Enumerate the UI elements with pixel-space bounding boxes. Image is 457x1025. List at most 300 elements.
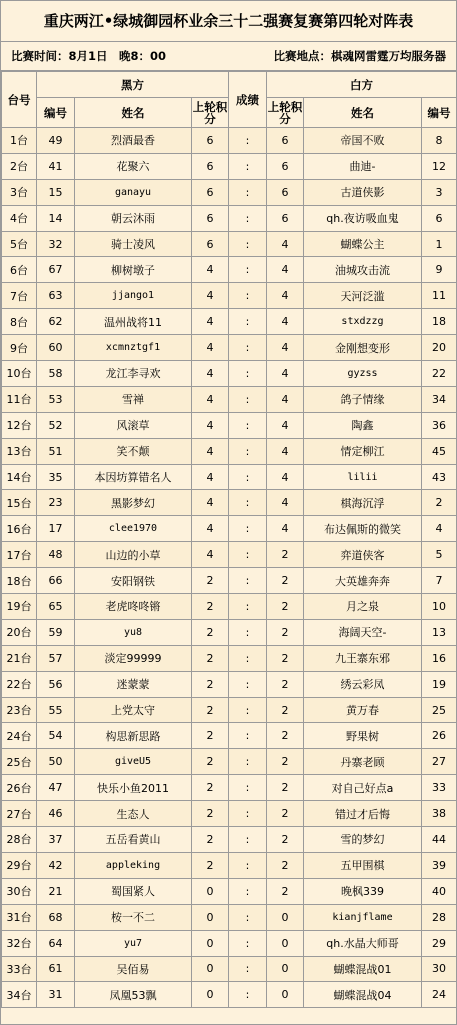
white-num-cell: 45 xyxy=(422,438,457,464)
table-no-cell: 17台 xyxy=(2,542,37,568)
col-white-num: 编号 xyxy=(422,98,457,128)
table-row xyxy=(2,775,457,801)
black-name-cell: 山边的小草 xyxy=(75,542,192,568)
white-score-cell: 4 xyxy=(267,231,304,257)
white-num-cell: 22 xyxy=(422,361,457,387)
white-name-cell: 丹寨老顾 xyxy=(304,749,422,775)
black-num-cell: 62 xyxy=(37,309,75,335)
white-num-cell: 39 xyxy=(422,852,457,878)
black-num-cell: 48 xyxy=(37,542,75,568)
table-row xyxy=(2,542,457,568)
white-score-cell: 0 xyxy=(267,982,304,1008)
white-score-cell: 6 xyxy=(267,205,304,231)
black-num-cell: 31 xyxy=(37,982,75,1008)
white-score-cell: 2 xyxy=(267,645,304,671)
black-num-cell: 50 xyxy=(37,749,75,775)
white-score-cell: 2 xyxy=(267,697,304,723)
white-num-cell: 9 xyxy=(422,257,457,283)
white-score-cell: 2 xyxy=(267,878,304,904)
table-no-cell: 31台 xyxy=(2,904,37,930)
table-row xyxy=(2,516,457,542)
white-score-cell: 4 xyxy=(267,283,304,309)
black-num-cell: 57 xyxy=(37,645,75,671)
table-no-cell: 32台 xyxy=(2,930,37,956)
black-name-cell: 老虎咚咚锵 xyxy=(75,594,192,620)
black-name-cell: giveU5 xyxy=(75,749,192,775)
black-score-cell: 4 xyxy=(192,309,229,335)
white-score-cell: 0 xyxy=(267,904,304,930)
white-score-cell: 4 xyxy=(267,309,304,335)
white-score-cell: 2 xyxy=(267,542,304,568)
table-row xyxy=(2,179,457,205)
black-name-cell: 温州战将11 xyxy=(75,309,192,335)
white-score-cell: 2 xyxy=(267,801,304,827)
black-num-cell: 66 xyxy=(37,568,75,594)
table-row xyxy=(2,723,457,749)
black-num-cell: 53 xyxy=(37,386,75,412)
black-num-cell: 59 xyxy=(37,619,75,645)
table-no-cell: 20台 xyxy=(2,619,37,645)
black-name-cell: jjango1 xyxy=(75,283,192,309)
white-name-cell: 海阔天空- xyxy=(304,619,422,645)
white-score-cell: 2 xyxy=(267,594,304,620)
result-cell: : xyxy=(229,749,267,775)
white-score-cell: 4 xyxy=(267,464,304,490)
black-score-cell: 6 xyxy=(192,205,229,231)
white-num-cell: 16 xyxy=(422,645,457,671)
black-num-cell: 64 xyxy=(37,930,75,956)
table-row xyxy=(2,697,457,723)
black-num-cell: 49 xyxy=(37,128,75,154)
white-name-cell: kianjflame xyxy=(304,904,422,930)
white-name-cell: 天河泛滥 xyxy=(304,283,422,309)
table-row xyxy=(2,671,457,697)
white-name-cell: 黄万春 xyxy=(304,697,422,723)
black-num-cell: 47 xyxy=(37,775,75,801)
black-name-cell: 花聚六 xyxy=(75,153,192,179)
black-name-cell: 五岳看黄山 xyxy=(75,827,192,853)
result-cell: : xyxy=(229,542,267,568)
white-name-cell: gyzss xyxy=(304,361,422,387)
result-cell: : xyxy=(229,671,267,697)
black-score-cell: 0 xyxy=(192,904,229,930)
black-name-cell: clee1970 xyxy=(75,516,192,542)
result-cell: : xyxy=(229,956,267,982)
black-num-cell: 32 xyxy=(37,231,75,257)
white-num-cell: 5 xyxy=(422,542,457,568)
white-num-cell: 3 xyxy=(422,179,457,205)
black-score-cell: 4 xyxy=(192,283,229,309)
black-name-cell: 迷蒙蒙 xyxy=(75,671,192,697)
table-row xyxy=(2,904,457,930)
black-num-cell: 41 xyxy=(37,153,75,179)
table-no-cell: 18台 xyxy=(2,568,37,594)
black-name-cell: ganayu xyxy=(75,179,192,205)
black-name-cell: 烈酒最香 xyxy=(75,128,192,154)
sheet-title: 重庆两江•绿城御园杯业余三十二强赛复赛第四轮对阵表 xyxy=(1,1,456,42)
black-num-cell: 15 xyxy=(37,179,75,205)
black-score-cell: 2 xyxy=(192,568,229,594)
black-num-cell: 14 xyxy=(37,205,75,231)
table-no-cell: 28台 xyxy=(2,827,37,853)
black-name-cell: 本因坊算错名人 xyxy=(75,464,192,490)
table-no-cell: 2台 xyxy=(2,153,37,179)
table-no-cell: 24台 xyxy=(2,723,37,749)
white-score-cell: 4 xyxy=(267,335,304,361)
white-num-cell: 43 xyxy=(422,464,457,490)
result-cell: : xyxy=(229,852,267,878)
white-num-cell: 24 xyxy=(422,982,457,1008)
white-score-cell: 2 xyxy=(267,852,304,878)
table-row xyxy=(2,361,457,387)
white-name-cell: 帝国不败 xyxy=(304,128,422,154)
info-bar xyxy=(1,42,456,71)
black-name-cell: 笑不颠 xyxy=(75,438,192,464)
col-black-name: 姓名 xyxy=(75,98,192,128)
black-score-cell: 0 xyxy=(192,878,229,904)
result-cell: : xyxy=(229,490,267,516)
white-num-cell: 40 xyxy=(422,878,457,904)
black-name-cell: yu7 xyxy=(75,930,192,956)
white-name-cell: 错过才后悔 xyxy=(304,801,422,827)
black-score-cell: 4 xyxy=(192,335,229,361)
result-cell: : xyxy=(229,438,267,464)
table-no-cell: 7台 xyxy=(2,283,37,309)
black-score-cell: 6 xyxy=(192,128,229,154)
table-no-cell: 33台 xyxy=(2,956,37,982)
black-score-cell: 2 xyxy=(192,749,229,775)
result-cell: : xyxy=(229,827,267,853)
table-no-cell: 10台 xyxy=(2,361,37,387)
white-score-cell: 2 xyxy=(267,671,304,697)
white-num-cell: 20 xyxy=(422,335,457,361)
white-score-cell: 2 xyxy=(267,568,304,594)
table-row xyxy=(2,438,457,464)
table-row xyxy=(2,878,457,904)
white-name-cell: 金刚想变形 xyxy=(304,335,422,361)
table-row xyxy=(2,283,457,309)
black-name-cell: 安阳钢铁 xyxy=(75,568,192,594)
table-row xyxy=(2,257,457,283)
white-num-cell: 38 xyxy=(422,801,457,827)
table-row xyxy=(2,594,457,620)
white-name-cell: 晚枫339 xyxy=(304,878,422,904)
black-score-cell: 4 xyxy=(192,257,229,283)
col-white-score: 上轮积分 xyxy=(267,99,303,126)
table-no-cell: 27台 xyxy=(2,801,37,827)
pairing-rows xyxy=(2,128,457,1008)
result-cell: : xyxy=(229,723,267,749)
table-no-cell: 3台 xyxy=(2,179,37,205)
result-cell: : xyxy=(229,361,267,387)
white-num-cell: 19 xyxy=(422,671,457,697)
white-name-cell: qh.水晶大师哥 xyxy=(304,930,422,956)
result-cell: : xyxy=(229,594,267,620)
table-row xyxy=(2,412,457,438)
match-place: 比赛地点：棋魂网雷霆万均服务器 xyxy=(273,49,446,63)
table-row xyxy=(2,386,457,412)
pairing-table xyxy=(1,71,457,1008)
white-num-cell: 27 xyxy=(422,749,457,775)
table-row xyxy=(2,490,457,516)
black-score-cell: 2 xyxy=(192,645,229,671)
white-score-cell: 4 xyxy=(267,257,304,283)
table-no-cell: 1台 xyxy=(2,128,37,154)
black-score-cell: 4 xyxy=(192,542,229,568)
table-no-cell: 25台 xyxy=(2,749,37,775)
black-name-cell: xcmnztgf1 xyxy=(75,335,192,361)
white-score-cell: 2 xyxy=(267,723,304,749)
white-num-cell: 12 xyxy=(422,153,457,179)
table-row xyxy=(2,619,457,645)
white-name-cell: 弈道侠客 xyxy=(304,542,422,568)
white-num-cell: 29 xyxy=(422,930,457,956)
white-score-cell: 2 xyxy=(267,827,304,853)
result-cell: : xyxy=(229,231,267,257)
col-table-no: 台号 xyxy=(2,72,37,128)
white-name-cell: 五甲围棋 xyxy=(304,852,422,878)
black-num-cell: 67 xyxy=(37,257,75,283)
white-score-cell: 4 xyxy=(267,490,304,516)
result-cell: : xyxy=(229,412,267,438)
table-row xyxy=(2,309,457,335)
black-num-cell: 61 xyxy=(37,956,75,982)
black-score-cell: 2 xyxy=(192,827,229,853)
result-cell: : xyxy=(229,697,267,723)
table-no-cell: 21台 xyxy=(2,645,37,671)
table-row xyxy=(2,982,457,1008)
result-cell: : xyxy=(229,128,267,154)
white-num-cell: 13 xyxy=(422,619,457,645)
black-score-cell: 4 xyxy=(192,464,229,490)
black-name-cell: 快乐小鱼2011 xyxy=(75,775,192,801)
table-row xyxy=(2,464,457,490)
col-white: 白方 xyxy=(267,72,457,98)
white-score-cell: 2 xyxy=(267,749,304,775)
white-score-cell: 4 xyxy=(267,438,304,464)
black-score-cell: 0 xyxy=(192,956,229,982)
table-row xyxy=(2,956,457,982)
match-time: 比赛时间：8月1日 晚8：00 xyxy=(11,49,167,63)
black-score-cell: 2 xyxy=(192,619,229,645)
result-cell: : xyxy=(229,568,267,594)
white-score-cell: 0 xyxy=(267,956,304,982)
black-num-cell: 23 xyxy=(37,490,75,516)
table-no-cell: 14台 xyxy=(2,464,37,490)
black-name-cell: 凤凰53飘 xyxy=(75,982,192,1008)
white-name-cell: 情定柳江 xyxy=(304,438,422,464)
black-num-cell: 55 xyxy=(37,697,75,723)
col-black: 黑方 xyxy=(37,72,229,98)
table-row xyxy=(2,568,457,594)
black-score-cell: 2 xyxy=(192,723,229,749)
black-name-cell: 上党太守 xyxy=(75,697,192,723)
black-score-cell: 0 xyxy=(192,982,229,1008)
black-num-cell: 58 xyxy=(37,361,75,387)
white-score-cell: 4 xyxy=(267,412,304,438)
white-name-cell: 鸽子情缘 xyxy=(304,386,422,412)
white-num-cell: 36 xyxy=(422,412,457,438)
black-name-cell: 黑影梦幻 xyxy=(75,490,192,516)
black-score-cell: 2 xyxy=(192,594,229,620)
black-name-cell: 骑士凌风 xyxy=(75,231,192,257)
table-no-cell: 13台 xyxy=(2,438,37,464)
white-num-cell: 1 xyxy=(422,231,457,257)
white-score-cell: 0 xyxy=(267,930,304,956)
table-no-cell: 15台 xyxy=(2,490,37,516)
black-num-cell: 68 xyxy=(37,904,75,930)
table-no-cell: 30台 xyxy=(2,878,37,904)
black-score-cell: 4 xyxy=(192,438,229,464)
white-score-cell: 6 xyxy=(267,153,304,179)
table-no-cell: 12台 xyxy=(2,412,37,438)
result-cell: : xyxy=(229,283,267,309)
black-num-cell: 35 xyxy=(37,464,75,490)
white-num-cell: 11 xyxy=(422,283,457,309)
black-name-cell: 雪禅 xyxy=(75,386,192,412)
white-num-cell: 34 xyxy=(422,386,457,412)
table-no-cell: 16台 xyxy=(2,516,37,542)
white-num-cell: 26 xyxy=(422,723,457,749)
table-row xyxy=(2,335,457,361)
white-score-cell: 2 xyxy=(267,775,304,801)
white-num-cell: 18 xyxy=(422,309,457,335)
result-cell: : xyxy=(229,309,267,335)
result-cell: : xyxy=(229,982,267,1008)
white-score-cell: 4 xyxy=(267,516,304,542)
black-score-cell: 2 xyxy=(192,852,229,878)
result-cell: : xyxy=(229,645,267,671)
white-num-cell: 10 xyxy=(422,594,457,620)
white-name-cell: 野果树 xyxy=(304,723,422,749)
table-row xyxy=(2,930,457,956)
table-no-cell: 23台 xyxy=(2,697,37,723)
table-no-cell: 22台 xyxy=(2,671,37,697)
result-cell: : xyxy=(229,386,267,412)
white-name-cell: 蝴蝶公主 xyxy=(304,231,422,257)
table-row xyxy=(2,153,457,179)
table-row xyxy=(2,128,457,154)
white-name-cell: 曲迪- xyxy=(304,153,422,179)
table-no-cell: 9台 xyxy=(2,335,37,361)
result-cell: : xyxy=(229,878,267,904)
black-score-cell: 4 xyxy=(192,361,229,387)
white-num-cell: 28 xyxy=(422,904,457,930)
white-num-cell: 33 xyxy=(422,775,457,801)
white-name-cell: 蝴蝶混战01 xyxy=(304,956,422,982)
table-row xyxy=(2,645,457,671)
black-score-cell: 4 xyxy=(192,386,229,412)
black-score-cell: 6 xyxy=(192,179,229,205)
table-no-cell: 6台 xyxy=(2,257,37,283)
black-score-cell: 6 xyxy=(192,231,229,257)
white-num-cell: 4 xyxy=(422,516,457,542)
black-num-cell: 60 xyxy=(37,335,75,361)
white-name-cell: 棋海沉浮 xyxy=(304,490,422,516)
result-cell: : xyxy=(229,904,267,930)
result-cell: : xyxy=(229,801,267,827)
white-name-cell: lilii xyxy=(304,464,422,490)
black-num-cell: 46 xyxy=(37,801,75,827)
black-score-cell: 0 xyxy=(192,930,229,956)
white-name-cell: 对自己好点a xyxy=(304,775,422,801)
white-name-cell: 月之泉 xyxy=(304,594,422,620)
black-score-cell: 4 xyxy=(192,490,229,516)
result-cell: : xyxy=(229,930,267,956)
black-name-cell: 生态人 xyxy=(75,801,192,827)
result-cell: : xyxy=(229,335,267,361)
black-name-cell: 淡定99999 xyxy=(75,645,192,671)
white-name-cell: qh.夜访吸血鬼 xyxy=(304,205,422,231)
result-cell: : xyxy=(229,179,267,205)
white-num-cell: 44 xyxy=(422,827,457,853)
table-no-cell: 34台 xyxy=(2,982,37,1008)
black-name-cell: 风滚草 xyxy=(75,412,192,438)
table-no-cell: 11台 xyxy=(2,386,37,412)
result-cell: : xyxy=(229,205,267,231)
black-name-cell: 蜀国紧人 xyxy=(75,878,192,904)
black-score-cell: 4 xyxy=(192,412,229,438)
white-num-cell: 2 xyxy=(422,490,457,516)
black-name-cell: 桉一不二 xyxy=(75,904,192,930)
table-row xyxy=(2,205,457,231)
white-score-cell: 2 xyxy=(267,619,304,645)
col-black-num: 编号 xyxy=(37,98,75,128)
table-no-cell: 29台 xyxy=(2,852,37,878)
result-cell: : xyxy=(229,775,267,801)
black-num-cell: 37 xyxy=(37,827,75,853)
white-num-cell: 7 xyxy=(422,568,457,594)
black-name-cell: yu8 xyxy=(75,619,192,645)
black-num-cell: 63 xyxy=(37,283,75,309)
black-score-cell: 2 xyxy=(192,697,229,723)
white-score-cell: 6 xyxy=(267,128,304,154)
black-num-cell: 65 xyxy=(37,594,75,620)
black-num-cell: 42 xyxy=(37,852,75,878)
table-row xyxy=(2,801,457,827)
white-name-cell: 古道侠影 xyxy=(304,179,422,205)
white-num-cell: 30 xyxy=(422,956,457,982)
white-name-cell: 蝴蝶混战04 xyxy=(304,982,422,1008)
result-cell: : xyxy=(229,257,267,283)
result-cell: : xyxy=(229,464,267,490)
table-no-cell: 5台 xyxy=(2,231,37,257)
black-score-cell: 2 xyxy=(192,801,229,827)
black-num-cell: 21 xyxy=(37,878,75,904)
black-name-cell: appleking xyxy=(75,852,192,878)
black-score-cell: 2 xyxy=(192,775,229,801)
black-num-cell: 51 xyxy=(37,438,75,464)
result-cell: : xyxy=(229,619,267,645)
black-score-cell: 6 xyxy=(192,153,229,179)
table-row xyxy=(2,827,457,853)
black-name-cell: 龙江李寻欢 xyxy=(75,361,192,387)
table-row xyxy=(2,749,457,775)
white-num-cell: 8 xyxy=(422,128,457,154)
table-no-cell: 26台 xyxy=(2,775,37,801)
white-name-cell: stxdzzg xyxy=(304,309,422,335)
black-num-cell: 52 xyxy=(37,412,75,438)
result-cell: : xyxy=(229,516,267,542)
black-num-cell: 54 xyxy=(37,723,75,749)
table-no-cell: 19台 xyxy=(2,594,37,620)
table-row xyxy=(2,231,457,257)
black-name-cell: 朝云沐雨 xyxy=(75,205,192,231)
result-cell: : xyxy=(229,153,267,179)
white-num-cell: 25 xyxy=(422,697,457,723)
white-score-cell: 6 xyxy=(267,179,304,205)
col-white-name: 姓名 xyxy=(304,98,422,128)
